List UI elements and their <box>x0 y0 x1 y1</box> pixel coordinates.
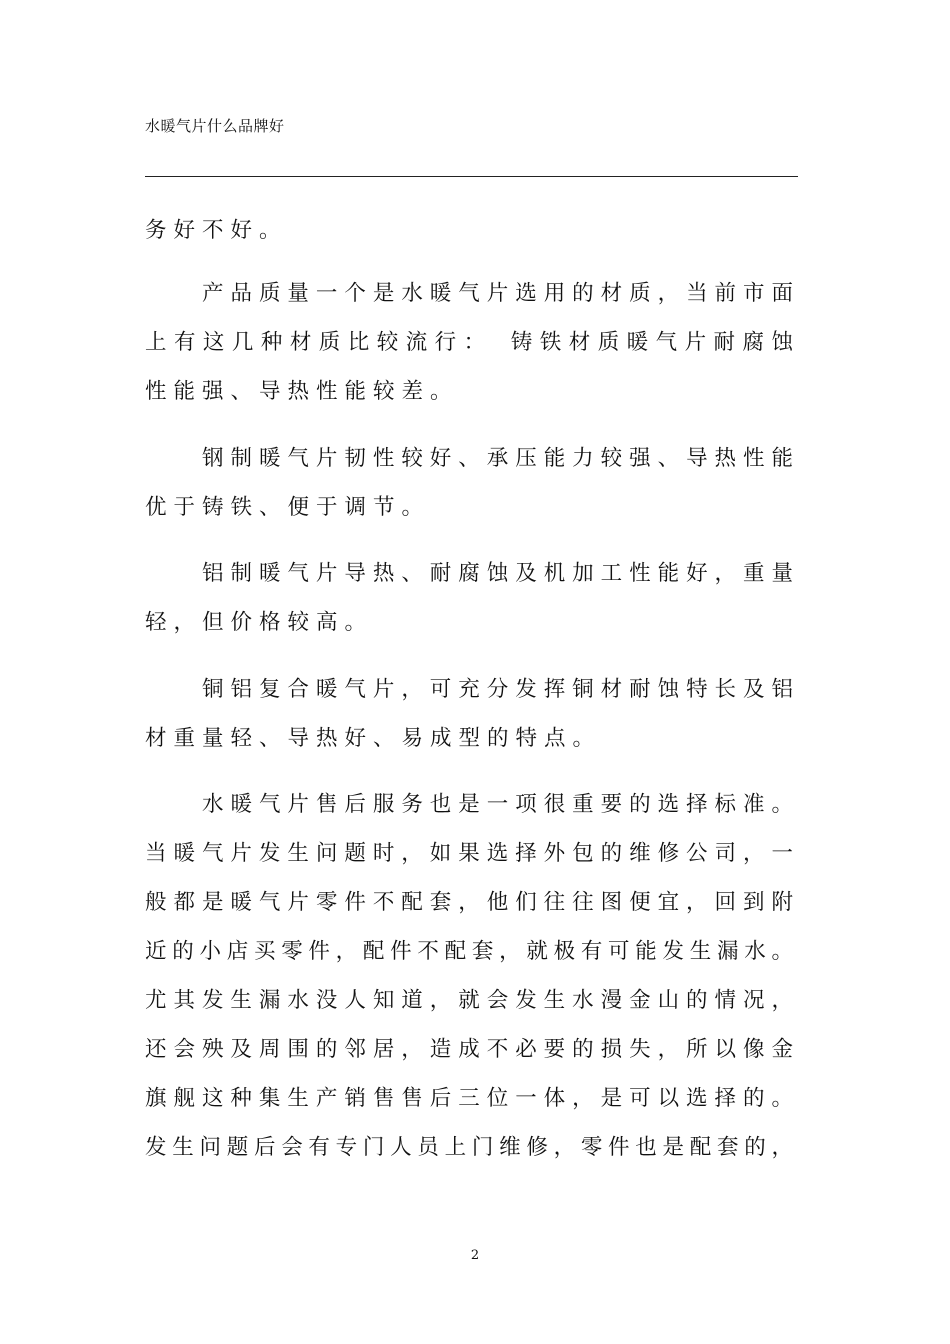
text-line: 钢制暖气片韧性较好、承压能力较强、导热性能 <box>202 446 793 471</box>
page-number: 2 <box>470 1248 480 1263</box>
text-line: 般都是暖气片零件不配套，他们往往图便宜，回到附 <box>145 890 793 915</box>
text-line: 性能强、导热性能较差。 <box>145 379 459 404</box>
text-line: 水暖气片售后服务也是一项很重要的选择标准。 <box>202 792 793 817</box>
text-line: 铝制暖气片导热、耐腐蚀及机加工性能好，重量 <box>202 561 793 586</box>
text-line: 轻，但价格较高。 <box>145 610 374 635</box>
text-line: 近的小店买零件，配件不配套，就极有可能发生漏水。 <box>145 939 793 964</box>
text-line: 优于铸铁、便于调节。 <box>145 495 431 520</box>
running-header: 水暖气片什么品牌好 <box>145 117 285 135</box>
text-line: 铜铝复合暖气片，可充分发挥铜材耐蚀特长及铝 <box>202 677 793 702</box>
text-line: 还会殃及周围的邻居，造成不必要的损失，所以像金 <box>145 1037 793 1062</box>
text-line: 当暖气片发生问题时，如果选择外包的维修公司，一 <box>145 841 793 866</box>
text-line: 材重量轻、导热好、易成型的特点。 <box>145 726 602 751</box>
text-line: 发生问题后会有专门人员上门维修，零件也是配套的， <box>145 1135 793 1160</box>
text-line: 产品质量一个是水暖气片选用的材质，当前市面 <box>202 281 793 306</box>
text-line: 旗舰这种集生产销售售后三位一体，是可以选择的。 <box>145 1086 793 1111</box>
text-line: 尤其发生漏水没人知道，就会发生水漫金山的情况， <box>145 988 793 1013</box>
text-line: 上有这几种材质比较流行： 铸铁材质暖气片耐腐蚀 <box>145 330 793 355</box>
header-rule <box>145 176 798 177</box>
text-line: 务好不好。 <box>145 218 288 243</box>
